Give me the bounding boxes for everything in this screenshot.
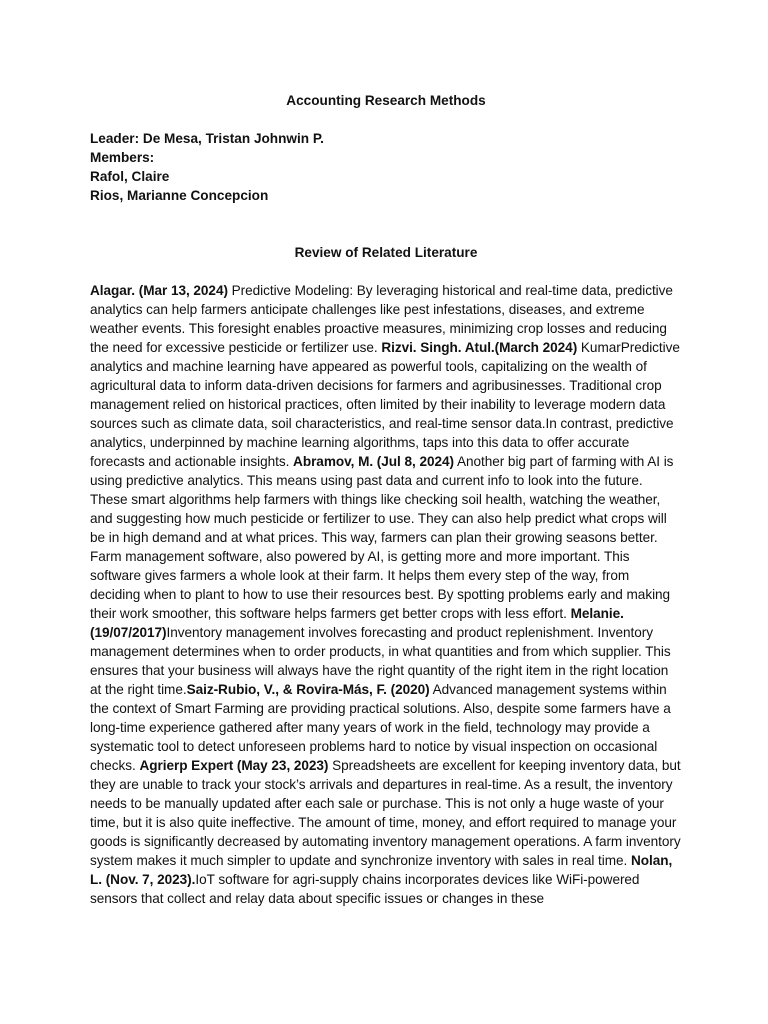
entry-author: Melanie. (19/07/2017): [90, 606, 624, 640]
entry-author: Saiz-Rubio, V., & Rovira-Más, F. (2020): [186, 682, 430, 697]
member-name: Rafol, Claire: [90, 169, 170, 184]
entry-author: Alagar. (Mar 13, 2024): [90, 283, 228, 298]
entry-text: Advanced management systems within the context of Smart Farming are providing practical solutions. Also, despite some farmers have a long-time experience gathered after many years of work in the field, technology may provide a systematic tool to detect unforeseen problems hard to notice by visual inspection on occasional checks.: [90, 682, 671, 773]
entry-author: Agrierp Expert (May 23, 2023): [139, 758, 329, 773]
entry-author: Nolan, L. (Nov. 7, 2023).: [90, 853, 673, 887]
section-title: Review of Related Literature: [294, 245, 478, 260]
leader-line: Leader: De Mesa, Tristan Johnwin P.: [90, 131, 324, 146]
entry-author: Rizvi. Singh. Atul.(March 2024): [381, 340, 578, 355]
entry-text: Another big part of farming with AI is using predictive analytics. This means using past data and current info to look into the future. These smart algorithms help farmers with things like checking soil health, watching the weather, and suggesting how much pesticide or fertilizer to use. They can also help predict what crops will be in high demand and at what prices. This way, farmers can plan their growing seasons better. Farm management software, also powered by AI, is getting more and more important. This software gives farmers a whole look at their farm. It helps them every step of the way, from deciding when to plant to how to use their resources best. By spotting problems early and making their work smoother, this software helps farmers get better crops with less effort.: [90, 454, 674, 621]
literature-paragraph: [90, 281, 682, 908]
entry-text: KumarPredictive analytics and machine learning have appeared as powerful tools, capitalizing on the wealth of agricultural data to inform data-driven decisions for farmers and agribusinesses. Traditional crop management relied on historical practices, often limited by their inability to leverage modern data sources such as climate data, soil characteristics, and real-time sensor data.In contrast, predictive analytics, underpinned by machine learning algorithms, taps into this data to offer accurate forecasts and actionable insights.: [90, 340, 680, 469]
entry-text: Inventory management involves forecasting and product replenishment. Inventory management determines when to order products, in what quantities and from which supplier. This ensures that your business will always have the right quantity of the right item in the right location at the right time.: [90, 625, 671, 697]
members-label: Members:: [90, 150, 155, 165]
entry-text: Predictive Modeling: By leveraging historical and real-time data, predictive analytics can help farmers anticipate challenges like pest infestations, diseases, and extreme weather events. This foresight enables proactive measures, minimizing crop losses and reducing the need for excessive pesticide or fertilizer use.: [90, 283, 673, 355]
entry-text: Spreadsheets are excellent for keeping inventory data, but they are unable to track your stock’s arrivals and departures in real-time. As a result, the inventory needs to be manually updated after each sale or purchase. This is not only a huge waste of your time, but it is also quite ineffective. The amount of time, money, and effort required to manage your goods is significantly decreased by automating inventory management operations. A farm inventory system makes it much simpler to update and synchronize inventory with sales in real time.: [90, 758, 681, 868]
document-title: Accounting Research Methods: [286, 93, 486, 108]
member-name: Rios, Marianne Concepcion: [90, 188, 269, 203]
team-block: [90, 129, 682, 205]
entry-text: IoT software for agri-supply chains incorporates devices like WiFi-powered sensors that collect and relay data about specific issues or changes in these: [90, 872, 640, 906]
document-page: [90, 91, 682, 908]
entry-author: Abramov, M. (Jul 8, 2024): [293, 454, 454, 469]
